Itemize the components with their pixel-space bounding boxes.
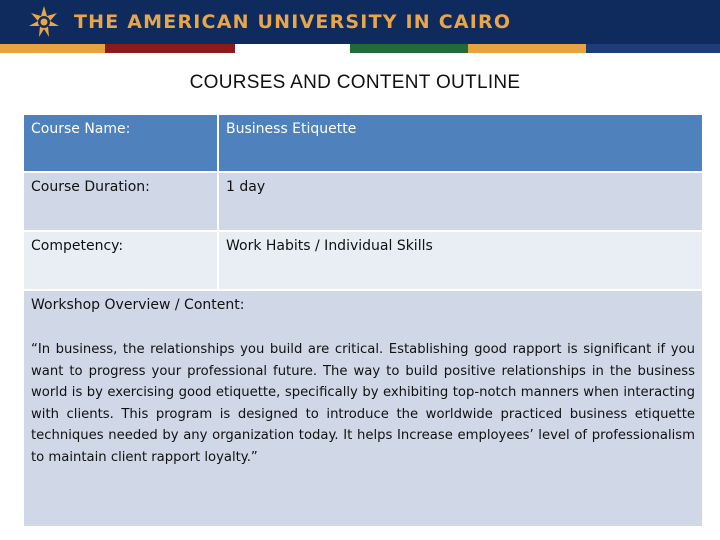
page-title: COURSES AND CONTENT OUTLINE (189, 72, 521, 93)
competency-label: Competency: (24, 232, 219, 291)
course-name-value: Business Etiquette (219, 115, 702, 173)
table-row (24, 115, 702, 173)
course-duration-value: 1 day (219, 173, 702, 232)
overview-text: “In business, the relationships you build are critical. Establishing good rapport is significant if you want to progress your professional future. The way to build positive relationships in the business world is by exercising good etiquette, specifically by exhibiting top-notch manners when interacting with clients. This program is designed to introduce the worldwide practiced business etiquette techniques needed by any organization today. It helps Increase employees’ level of professionalism to maintain client rapport loyalty.” (31, 342, 695, 465)
strip-segment (105, 44, 235, 53)
course-duration-label: Course Duration: (24, 173, 219, 232)
strip-segment (0, 44, 105, 53)
header-color-strip (0, 44, 720, 53)
course-name-label: Course Name: (24, 115, 219, 173)
competency-value: Work Habits / Individual Skills (219, 232, 702, 291)
strip-segment (350, 44, 468, 53)
strip-segment (586, 44, 720, 53)
table-row (24, 232, 702, 291)
course-table (24, 115, 702, 526)
auc-seal-icon (24, 2, 64, 42)
university-header (0, 0, 720, 44)
workshop-overview (24, 291, 702, 526)
strip-segment (468, 44, 586, 53)
strip-segment (235, 44, 350, 53)
table-row (24, 173, 702, 232)
university-name: THE AMERICAN UNIVERSITY IN CAIRO (74, 11, 512, 33)
overview-title: Workshop Overview / Content: (31, 297, 245, 313)
